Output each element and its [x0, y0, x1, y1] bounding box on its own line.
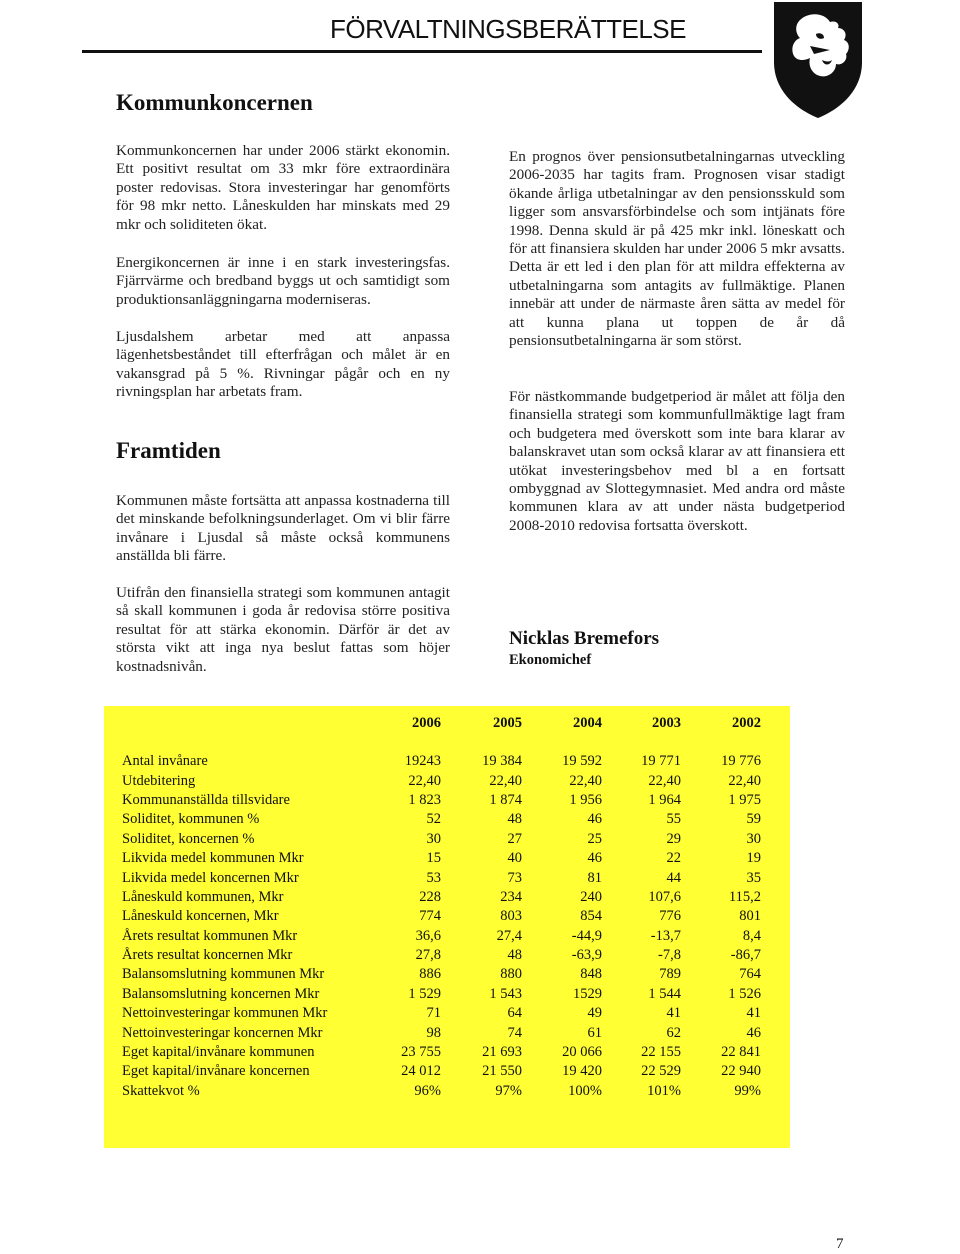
table-cell: -13,7 — [650, 927, 681, 944]
year-header: 2003 — [652, 714, 681, 731]
row-label: Eget kapital/invånare koncernen — [122, 1063, 310, 1080]
table-cell: 854 — [580, 908, 602, 925]
table-row — [118, 1004, 761, 1023]
table-row — [118, 752, 761, 771]
table-cell: 1 956 — [569, 791, 602, 808]
table-cell: 74 — [507, 1024, 522, 1041]
heading-framtiden: Framtiden — [116, 438, 221, 463]
table-cell: 19 592 — [562, 753, 602, 770]
table-cell: 21 550 — [482, 1063, 522, 1080]
table-cell: 19 771 — [641, 753, 681, 770]
table-row — [118, 888, 761, 907]
table-cell: 40 — [507, 850, 522, 867]
table-cell: 59 — [746, 811, 761, 828]
table-cell: 55 — [666, 811, 681, 828]
table-row — [118, 946, 761, 965]
table-cell: 27 — [507, 830, 522, 847]
row-label: Balansomslutning koncernen Mkr — [122, 985, 320, 1002]
year-header: 2006 — [412, 714, 441, 731]
table-cell: 21 693 — [482, 1044, 522, 1061]
table-cell: 1 823 — [408, 791, 441, 808]
table-cell: 99% — [734, 1082, 761, 1099]
table-cell: 1 544 — [648, 985, 681, 1002]
left-paragraph-1: Kommunkoncernen har under 2006 stärkt ekonomin. Ett positivt resultat om 33 mkr före extraordinära poster redovisas. Stora investeringar har genomförts för 98 mkr netto. Låneskulden har minskats med 29 mkr och soliditeten ökat. — [116, 142, 450, 233]
table-cell: 764 — [739, 966, 761, 983]
table-cell: 46 — [587, 811, 602, 828]
table-cell: 801 — [739, 908, 761, 925]
row-label: Nettoinvesteringar kommunen Mkr — [122, 1005, 328, 1022]
table-cell: 98 — [426, 1024, 441, 1041]
year-header: 2002 — [732, 714, 761, 731]
table-cell: 53 — [426, 869, 441, 886]
table-cell: 22 841 — [721, 1044, 761, 1061]
header-rule — [82, 50, 762, 53]
row-label: Eget kapital/invånare kommunen — [122, 1044, 315, 1061]
row-label: Soliditet, koncernen % — [122, 830, 255, 847]
table-cell: 62 — [666, 1024, 681, 1041]
table-row — [118, 771, 761, 790]
table-cell: 22,40 — [489, 772, 522, 789]
table-cell: 107,6 — [648, 888, 681, 905]
row-label: Antal invånare — [122, 753, 208, 770]
table-cell: 36,6 — [415, 927, 441, 944]
table-cell: 27,4 — [496, 927, 522, 944]
row-label: Skattekvot % — [122, 1082, 200, 1099]
table-cell: 776 — [659, 908, 681, 925]
table-cell: 1 543 — [489, 985, 522, 1002]
table-cell: 24 012 — [401, 1063, 441, 1080]
left-paragraph-2: Energikoncernen är inne i en stark investeringsfas. Fjärrvärme och bredband byggs ut och samtidigt som produktionsanläggningarna moderniseras. — [116, 254, 450, 308]
row-label: Låneskuld koncernen, Mkr — [122, 908, 279, 925]
table-cell: 52 — [426, 811, 441, 828]
row-label: Likvida medel kommunen Mkr — [122, 850, 304, 867]
table-cell: -44,9 — [571, 927, 602, 944]
table-cell: 1 975 — [728, 791, 761, 808]
row-label: Nettoinvesteringar koncernen Mkr — [122, 1024, 323, 1041]
table-cell: 96% — [414, 1082, 441, 1099]
key-figures-table — [118, 712, 761, 1101]
table-row — [118, 1023, 761, 1042]
table-cell: 30 — [426, 830, 441, 847]
row-label: Årets resultat koncernen Mkr — [122, 947, 293, 964]
table-cell: 44 — [666, 869, 681, 886]
page-number: 7 — [836, 1236, 844, 1252]
table-cell: 803 — [500, 908, 522, 925]
table-cell: 22 529 — [641, 1063, 681, 1080]
table-cell: 19243 — [404, 753, 441, 770]
year-header: 2004 — [573, 714, 602, 731]
table-cell: 20 066 — [562, 1044, 602, 1061]
table-cell: 886 — [419, 966, 441, 983]
table-cell: 100% — [568, 1082, 602, 1099]
table-cell: 46 — [587, 850, 602, 867]
table-cell: 46 — [746, 1024, 761, 1041]
table-row — [118, 849, 761, 868]
table-cell: 64 — [507, 1005, 522, 1022]
table-cell: 1 526 — [728, 985, 761, 1002]
table-cell: 19 776 — [721, 753, 761, 770]
table-cell: -7,8 — [658, 947, 681, 964]
year-header: 2005 — [493, 714, 522, 731]
table-cell: 29 — [666, 830, 681, 847]
table-cell: 61 — [587, 1024, 602, 1041]
table-cell: 774 — [419, 908, 441, 925]
right-paragraph-1: En prognos över pensionsutbetalningarnas utveckling 2006-2035 har tagits fram. Prognosen visar stadigt ökande årliga utbetalningar av den pensionsskuld som ligger som ansvarsförbindelse och som intjänats före 1998. Denna skuld är på 425 mkr inkl. löneskatt och för att finansiera skulden har under 2006 5 mkr avsatts. Detta är ett led i den plan för att mildra effekterna av utbetalningarna som antagits av fullmäktige. Planen innebär att under de närmaste åren sätta av medel för att kunna plana ut toppen de år då pensionsutbetalningarna är som störst. — [509, 148, 845, 350]
table-cell: 41 — [666, 1005, 681, 1022]
table-cell: 73 — [507, 869, 522, 886]
table-row — [118, 810, 761, 829]
row-label: Likvida medel koncernen Mkr — [122, 869, 299, 886]
table-cell: 19 384 — [482, 753, 522, 770]
table-cell: 41 — [746, 1005, 761, 1022]
table-cell: 22 — [666, 850, 681, 867]
table-cell: 22,40 — [408, 772, 441, 789]
table-cell: 1529 — [573, 985, 602, 1002]
row-label: Kommunanställda tillsvidare — [122, 791, 290, 808]
table-cell: 22,40 — [728, 772, 761, 789]
table-cell: 27,8 — [415, 947, 441, 964]
left-paragraph-4: Kommunen måste fortsätta att anpassa kostnaderna till det minskande befolkningsunderlaget. Om vi blir färre invånare i Ljusdal så måste också kommunens anställda bli färre. — [116, 492, 450, 565]
table-cell: 8,4 — [742, 927, 761, 944]
row-label: Utdebitering — [122, 772, 196, 789]
table-row — [118, 1082, 761, 1101]
table-cell: 71 — [426, 1005, 441, 1022]
table-cell: 1 529 — [408, 985, 441, 1002]
table-cell: 23 755 — [401, 1044, 441, 1061]
table-row — [118, 868, 761, 887]
table-cell: 22 155 — [641, 1044, 681, 1061]
table-cell: 1 874 — [489, 791, 522, 808]
table-cell: 19 420 — [562, 1063, 602, 1080]
municipal-crest-icon — [770, 0, 866, 120]
table-cell: 30 — [746, 830, 761, 847]
table-cell: 22 940 — [721, 1063, 761, 1080]
signature-name: Nicklas Bremefors — [509, 628, 660, 649]
row-label: Balansomslutning kommunen Mkr — [122, 966, 325, 983]
table-header-label — [118, 712, 374, 734]
table-cell: 25 — [587, 830, 602, 847]
table-row — [118, 985, 761, 1004]
table-row — [118, 791, 761, 810]
table-cell: 228 — [419, 888, 441, 905]
table-cell: 15 — [426, 850, 441, 867]
table-cell: -63,9 — [571, 947, 602, 964]
left-paragraph-3: Ljusdalshem arbetar med att anpassa lägenhetsbeståndet till efterfrågan och målet är en vakansgrad på 5 %. Rivningar pågår och en ny rivningsplan har arbetats fram. — [116, 328, 450, 401]
row-label: Årets resultat kommunen Mkr — [122, 927, 298, 944]
table-cell: 789 — [659, 966, 681, 983]
table-cell: 49 — [587, 1005, 602, 1022]
table-row — [118, 907, 761, 926]
table-row — [118, 965, 761, 984]
table-cell: 880 — [500, 966, 522, 983]
table-row — [118, 830, 761, 849]
table-cell: 22,40 — [569, 772, 602, 789]
right-paragraph-2: För nästkommande budgetperiod är målet att följa den finansiella strategi som kommunfullmäktige lagt fram och budgetera med överskott som inte bara klarar av balanskravet utan som också klarar av att finansiera ett utökat investeringsbehov med bl a en fortsatt ombyggnad av Slottegymnasiet. Med andra ord måste kommunen klara av att under nästa budgetperiod 2008-2010 redovisa fortsatta överskott. — [509, 388, 845, 534]
table-cell: 97% — [495, 1082, 522, 1099]
table-cell: 19 — [746, 850, 761, 867]
table-cell: 240 — [580, 888, 602, 905]
table-cell: 48 — [507, 947, 522, 964]
table-cell: 48 — [507, 811, 522, 828]
table-cell: 115,2 — [728, 888, 761, 905]
row-label: Låneskuld kommunen, Mkr — [122, 888, 284, 905]
signature-role: Ekonomichef — [509, 652, 592, 668]
table-row — [118, 1062, 761, 1081]
row-label: Soliditet, kommunen % — [122, 811, 260, 828]
table-cell: -86,7 — [730, 947, 761, 964]
page-header-title: FÖRVALTNINGSBERÄTTELSE — [330, 14, 686, 44]
table-row — [118, 1043, 761, 1062]
table-cell: 234 — [500, 888, 522, 905]
heading-kommunkoncernen: Kommunkoncernen — [116, 90, 313, 115]
table-cell: 81 — [587, 869, 602, 886]
left-paragraph-5: Utifrån den finansiella strategi som kommunen antagit så skall kommunen i goda år redovisa större positiva resultat för att stärka ekonomin. Därför är det av största vikt att inga nya beslut fattas som höjer kostnadsnivån. — [116, 584, 450, 675]
table-cell: 848 — [580, 966, 602, 983]
table-header-row — [118, 712, 761, 734]
table-cell: 22,40 — [648, 772, 681, 789]
table-row — [118, 927, 761, 946]
table-cell: 101% — [647, 1082, 681, 1099]
table-cell: 1 964 — [648, 791, 681, 808]
table-cell: 35 — [746, 869, 761, 886]
